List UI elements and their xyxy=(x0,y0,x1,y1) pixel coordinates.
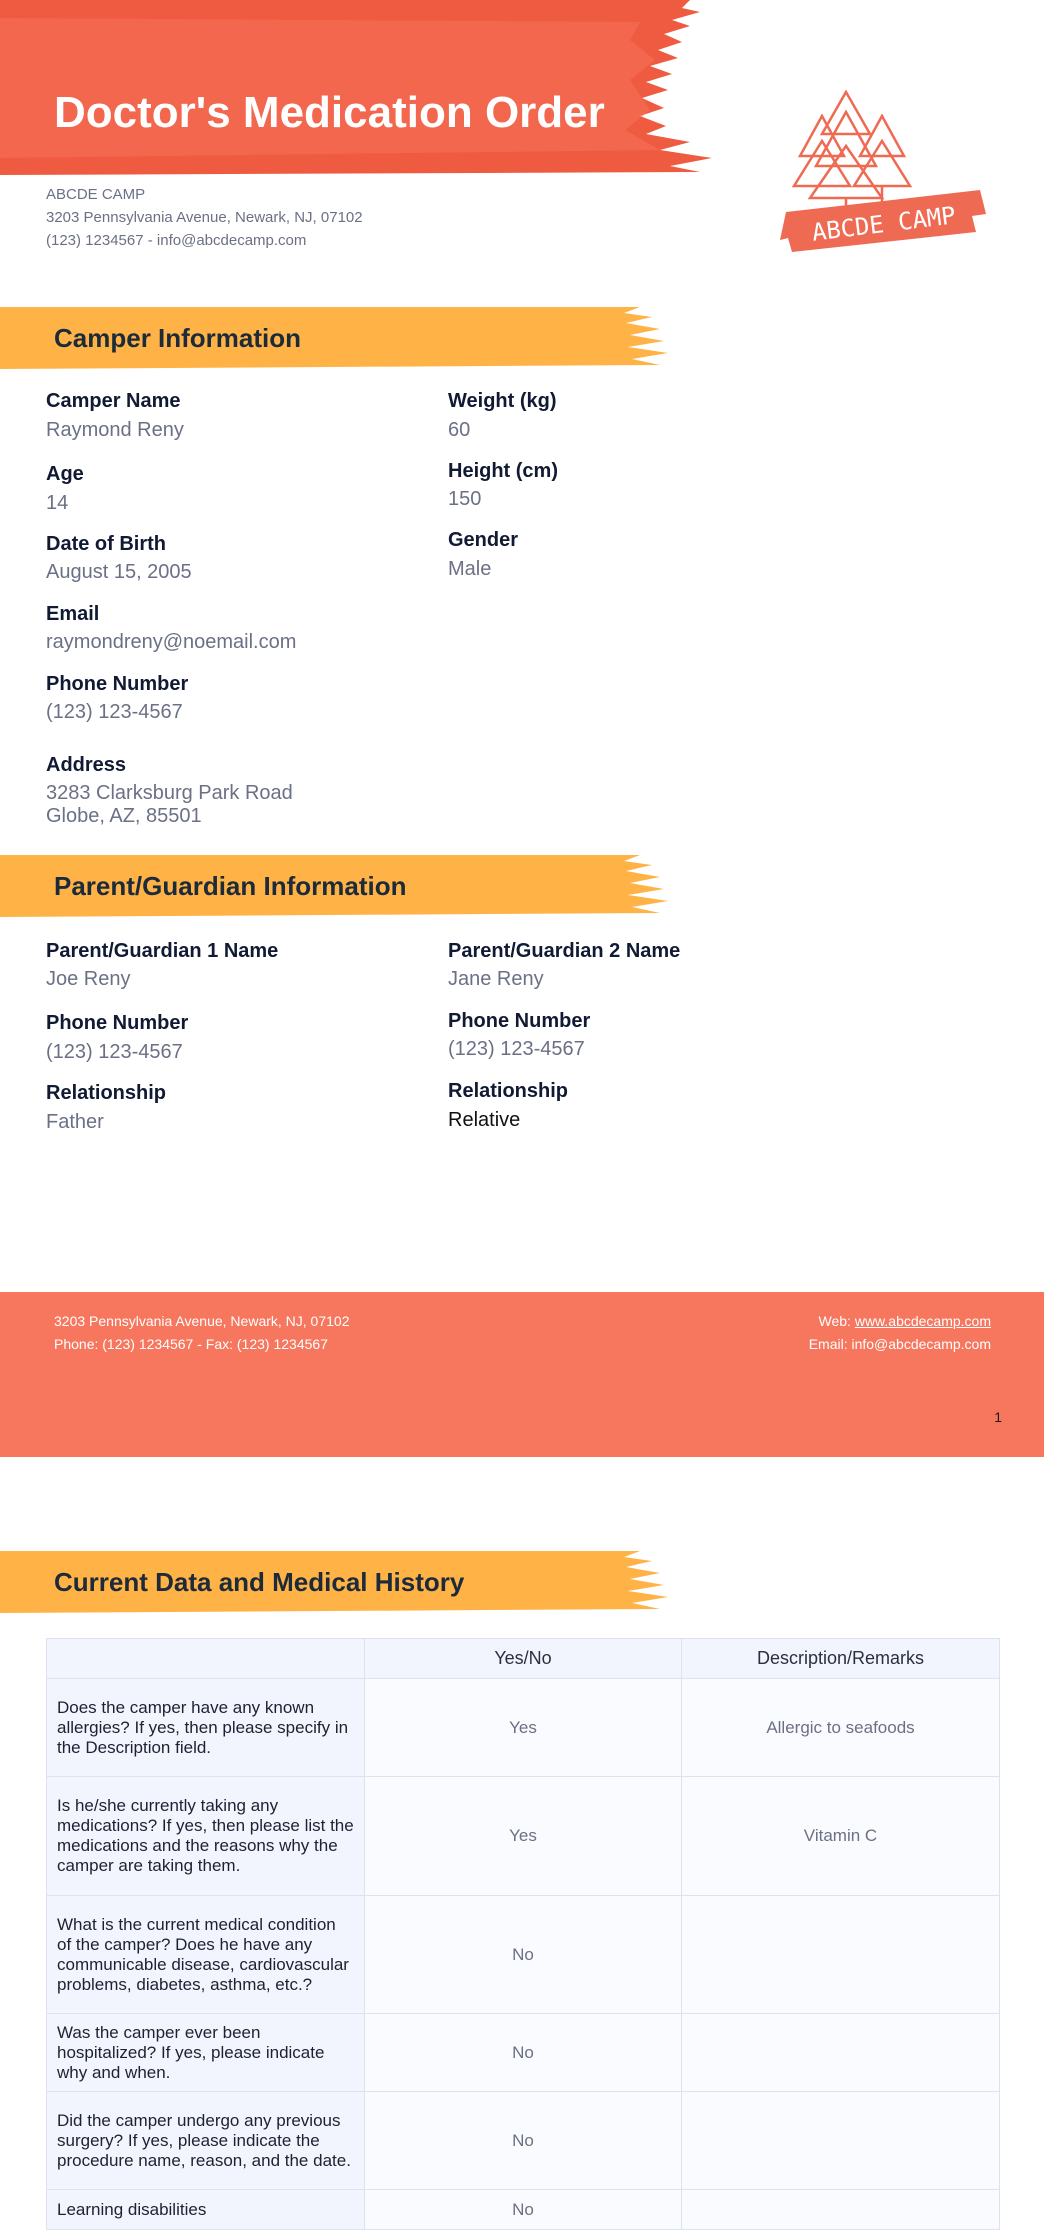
age-label: Age xyxy=(46,463,84,485)
table-row xyxy=(47,1777,1000,1896)
question-cell: Is he/she currently taking any medications? If yes, then please list the medications and the reasons why the camper are taking them. xyxy=(47,1777,365,1896)
footer-web-link[interactable]: www.abcdecamp.com xyxy=(854,1313,991,1329)
weight-value: 60 xyxy=(448,419,471,441)
column-header-question xyxy=(47,1639,365,1679)
guardian2-name-value: Jane Reny xyxy=(448,968,544,990)
camper-section-title: Camper Information xyxy=(54,323,302,353)
answer-cell: No xyxy=(365,1896,682,2014)
question-cell: What is the current medical condition of the camper? Does he have any communicable disease, cardiovascular problems, diabetes, asthma, etc.? xyxy=(47,1896,365,2014)
guardian2-relationship-value: Relative xyxy=(448,1109,521,1131)
question-cell: Learning disabilities xyxy=(47,2190,365,2230)
table-row xyxy=(47,1896,1000,2014)
org-address: 3203 Pennsylvania Avenue, Newark, NJ, 07102 xyxy=(46,209,363,226)
column-header-yes-no: Yes/No xyxy=(365,1639,682,1679)
address-line1: 3283 Clarksburg Park Road xyxy=(46,782,293,804)
address-line2: Globe, AZ, 85501 xyxy=(46,805,202,827)
table-header-row xyxy=(47,1639,1000,1679)
phone-value: (123) 123-4567 xyxy=(46,701,183,723)
footer-web xyxy=(819,1313,991,1329)
dob-label: Date of Birth xyxy=(46,533,166,555)
history-section-title: Current Data and Medical History xyxy=(54,1567,465,1597)
guardian-section-title: Parent/Guardian Information xyxy=(54,871,407,901)
age-value: 14 xyxy=(46,492,69,514)
address-label: Address xyxy=(46,754,127,776)
question-cell: Was the camper ever been hospitalized? If yes, please indicate why and when. xyxy=(47,2014,365,2092)
answer-cell: Yes xyxy=(365,1777,682,1896)
guardian1-phone-label: Phone Number xyxy=(46,1012,189,1034)
camp-logo xyxy=(780,86,992,256)
height-label: Height (cm) xyxy=(448,460,558,482)
table-row xyxy=(47,2190,1000,2230)
remarks-cell xyxy=(682,2190,1000,2230)
table-row xyxy=(47,1679,1000,1777)
logo-text: ABCDE CAMP xyxy=(810,201,958,247)
gender-value: Male xyxy=(448,558,492,580)
org-name: ABCDE CAMP xyxy=(46,186,146,203)
guardian2-relationship-label: Relationship xyxy=(448,1080,569,1102)
guardian2-name-label: Parent/Guardian 2 Name xyxy=(448,940,681,962)
camper-name-value: Raymond Reny xyxy=(46,419,184,441)
table-row xyxy=(47,2014,1000,2092)
guardian1-phone-value: (123) 123-4567 xyxy=(46,1041,183,1063)
document-title: Doctor's Medication Order xyxy=(54,88,605,137)
answer-cell: No xyxy=(365,2190,682,2230)
answer-cell: Yes xyxy=(365,1679,682,1777)
org-contact: (123) 1234567 - info@abcdecamp.com xyxy=(46,232,307,249)
footer-email: Email: info@abcdecamp.com xyxy=(808,1336,991,1352)
email-value: raymondreny@noemail.com xyxy=(46,631,297,653)
guardian2-phone-label: Phone Number xyxy=(448,1010,591,1032)
footer-phone-fax: Phone: (123) 1234567 - Fax: (123) 1234567 xyxy=(54,1336,328,1352)
question-cell: Does the camper have any known allergies? If yes, then please specify in the Description field. xyxy=(47,1679,365,1777)
page-number: 1 xyxy=(994,1409,1002,1425)
remarks-cell: Allergic to seafoods xyxy=(682,1679,1000,1777)
page-footer xyxy=(0,1292,1044,1457)
question-cell: Did the camper undergo any previous surgery? If yes, please indicate the procedure name, reason, and the date. xyxy=(47,2092,365,2190)
weight-label: Weight (kg) xyxy=(448,390,557,412)
footer-web-label: Web: xyxy=(818,1313,855,1329)
column-header-description: Description/Remarks xyxy=(682,1639,1000,1679)
dob-value: August 15, 2005 xyxy=(46,561,192,583)
remarks-cell xyxy=(682,1896,1000,2014)
remarks-cell xyxy=(682,2092,1000,2190)
phone-label: Phone Number xyxy=(46,673,189,695)
table-row xyxy=(47,2092,1000,2190)
guardian1-name-value: Joe Reny xyxy=(46,968,131,990)
guardian2-phone-value: (123) 123-4567 xyxy=(448,1038,585,1060)
medical-history-table xyxy=(46,1638,1000,2230)
guardian1-relationship-label: Relationship xyxy=(46,1082,167,1104)
remarks-cell: Vitamin C xyxy=(682,1777,1000,1896)
height-value: 150 xyxy=(448,488,482,510)
answer-cell: No xyxy=(365,2014,682,2092)
answer-cell: No xyxy=(365,2092,682,2190)
camper-name-label: Camper Name xyxy=(46,390,181,412)
email-label: Email xyxy=(46,603,100,625)
remarks-cell xyxy=(682,2014,1000,2092)
guardian1-relationship-value: Father xyxy=(46,1111,104,1133)
footer-address: 3203 Pennsylvania Avenue, Newark, NJ, 07102 xyxy=(54,1313,350,1329)
gender-label: Gender xyxy=(448,529,519,551)
guardian1-name-label: Parent/Guardian 1 Name xyxy=(46,940,279,962)
